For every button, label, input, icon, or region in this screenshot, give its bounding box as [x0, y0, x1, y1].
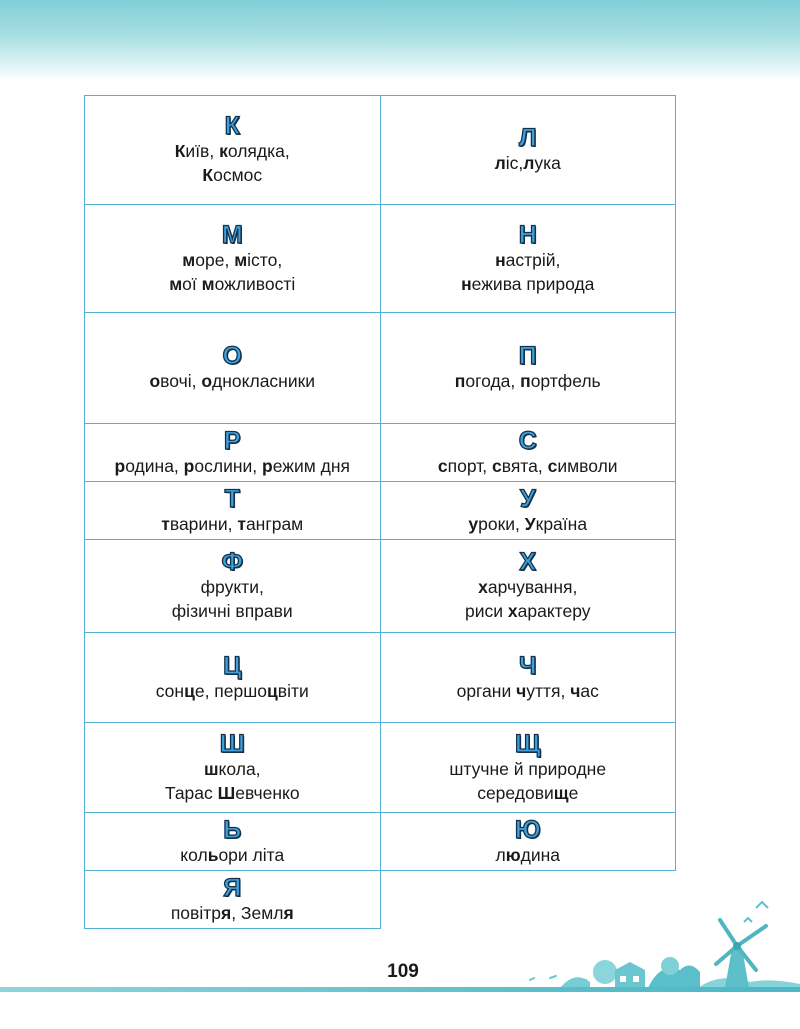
letter-cell: [85, 96, 381, 205]
highlighted-letter: л: [523, 153, 535, 173]
letter-cell: [85, 424, 381, 482]
alphabet-table: [84, 95, 676, 929]
highlighted-letter: п: [454, 371, 466, 391]
word-text: е, першо: [194, 680, 268, 701]
example-words-line: [89, 369, 376, 393]
example-words-line: [385, 512, 672, 536]
highlighted-letter: н: [495, 249, 506, 270]
word-text: уття,: [526, 680, 571, 701]
highlighted-letter: ш: [203, 758, 219, 779]
word-text: кола,: [218, 758, 261, 779]
highlighted-letter: р: [114, 455, 126, 476]
word-text: днокласники: [212, 371, 316, 391]
example-words-line: [385, 575, 672, 599]
letter-cell: [85, 540, 381, 633]
highlighted-letter: ч: [570, 680, 581, 701]
word-text: арактеру: [517, 601, 591, 621]
highlighted-letter: р: [262, 455, 273, 476]
letter-cell: [380, 424, 676, 482]
highlighted-letter: с: [437, 455, 448, 476]
letter-heading: Т: [224, 484, 240, 513]
highlighted-letter: к: [219, 141, 228, 161]
example-words-line: [89, 843, 376, 867]
example-words-line: [89, 163, 376, 187]
letter-cell: [380, 723, 676, 813]
word-text: астрій,: [505, 249, 561, 270]
letter-cell: [380, 540, 676, 633]
highlighted-letter: У: [524, 513, 536, 534]
letter-heading: П: [518, 342, 537, 370]
word-text: фізичні вправи: [171, 601, 293, 621]
word-text: олядка,: [227, 141, 290, 161]
word-text: риси: [464, 601, 508, 621]
word-text: ожливості: [214, 273, 296, 294]
letter-cell: [380, 482, 676, 540]
word-text: роки,: [478, 513, 525, 534]
word-text: ортфель: [530, 371, 601, 391]
example-words-line: [89, 512, 376, 536]
highlighted-letter: л: [494, 153, 506, 173]
example-words-line: [385, 781, 672, 805]
highlighted-letter: ц: [184, 680, 195, 701]
highlighted-letter: о: [149, 371, 161, 391]
highlighted-letter: м: [234, 249, 248, 270]
letter-heading: К: [224, 112, 240, 140]
word-text: органи: [456, 680, 517, 701]
letter-cell: [380, 205, 676, 313]
example-words-line: [385, 248, 672, 272]
word-text: , Земл: [231, 902, 284, 923]
highlighted-letter: х: [507, 601, 518, 621]
word-text: порт,: [447, 455, 492, 476]
highlighted-letter: п: [520, 371, 531, 391]
example-words-line: [385, 599, 672, 623]
word-text: Тарас: [164, 782, 218, 803]
example-words-line: [89, 599, 376, 623]
highlighted-letter: м: [201, 273, 215, 294]
letter-heading: Ц: [223, 651, 242, 680]
word-text: варини,: [169, 513, 238, 534]
letter-cell: [380, 96, 676, 205]
word-text: середови: [477, 782, 554, 803]
word-text: країна: [535, 513, 588, 534]
letter-cell: [85, 633, 381, 723]
footer-rule: [0, 987, 800, 992]
word-text: фрукти,: [200, 577, 264, 597]
word-text: одина,: [125, 455, 184, 476]
letter-cell: [85, 313, 381, 424]
letter-heading: Л: [518, 124, 537, 152]
letter-cell: [380, 633, 676, 723]
word-text: іс,: [505, 153, 524, 173]
letter-cell: [380, 813, 676, 871]
letter-cell: [85, 813, 381, 871]
word-text: осмос: [213, 165, 263, 185]
example-words-line: [89, 454, 376, 478]
highlighted-letter: т: [161, 513, 170, 534]
example-words-line: [89, 139, 376, 163]
word-text: ежива природа: [471, 273, 595, 294]
example-words-line: [89, 757, 376, 781]
example-words-line: [385, 151, 672, 175]
highlighted-letter: ч: [516, 680, 527, 701]
letter-heading: М: [221, 220, 243, 249]
letter-cell: [85, 871, 381, 929]
word-text: иїв,: [185, 141, 220, 161]
letter-cell: [85, 205, 381, 313]
letter-heading: У: [519, 484, 536, 513]
highlighted-letter: м: [169, 273, 183, 294]
letter-cell: [85, 482, 381, 540]
example-words-line: [385, 679, 672, 703]
highlighted-letter: ц: [267, 680, 278, 701]
example-words-line: [89, 272, 376, 296]
highlighted-letter: я: [283, 902, 294, 923]
letter-cell: [85, 723, 381, 813]
highlighted-letter: щ: [553, 782, 569, 803]
word-text: кол: [180, 844, 208, 865]
word-text: істо,: [247, 249, 283, 270]
letter-heading: Я: [223, 873, 242, 902]
letter-heading: Р: [223, 426, 241, 455]
word-text: огода,: [465, 371, 521, 391]
word-text: евченко: [235, 782, 300, 803]
word-text: е: [568, 782, 579, 803]
word-text: имволи: [557, 455, 618, 476]
example-words-line: [385, 757, 672, 781]
example-words-line: [385, 843, 672, 867]
highlighted-letter: с: [547, 455, 558, 476]
word-text: ори літа: [218, 844, 285, 865]
letter-heading: С: [518, 426, 537, 455]
example-words-line: [385, 369, 672, 393]
highlighted-letter: с: [492, 455, 502, 476]
word-text: ежим дня: [272, 455, 350, 476]
highlighted-letter: р: [183, 455, 195, 476]
word-text: ої: [182, 273, 202, 294]
highlighted-letter: н: [461, 273, 472, 294]
letter-heading: Ф: [221, 548, 243, 576]
highlighted-letter: ь: [207, 844, 219, 865]
word-text: ослини,: [194, 455, 263, 476]
highlighted-letter: К: [202, 165, 214, 185]
example-words-line: [89, 781, 376, 805]
word-text: віти: [277, 680, 309, 701]
word-text: вята,: [501, 455, 548, 476]
example-words-line: [385, 272, 672, 296]
letter-heading: Х: [519, 548, 537, 576]
letter-heading: Ю: [514, 815, 541, 844]
highlighted-letter: К: [174, 141, 186, 161]
highlighted-letter: я: [220, 902, 232, 923]
word-text: ука: [534, 153, 561, 173]
windmill-landscape-icon: [520, 900, 800, 992]
word-text: вочі,: [160, 371, 202, 391]
letter-heading: Ч: [518, 651, 537, 680]
example-words-line: [89, 248, 376, 272]
page-number: 109: [387, 961, 419, 982]
letter-cell: [380, 313, 676, 424]
highlighted-letter: Ш: [217, 782, 236, 803]
letter-heading: Ш: [219, 729, 245, 758]
example-words-line: [89, 679, 376, 703]
letter-heading: Щ: [515, 729, 541, 758]
letter-heading: О: [222, 342, 242, 370]
word-text: ас: [580, 680, 599, 701]
highlighted-letter: у: [468, 513, 479, 534]
word-text: штучне й природне: [449, 758, 607, 779]
word-text: арчування,: [487, 577, 578, 597]
highlighted-letter: х: [478, 577, 488, 597]
word-text: повітр: [170, 902, 221, 923]
letter-heading: Ь: [223, 815, 242, 844]
letter-heading: Н: [518, 220, 537, 249]
highlighted-letter: т: [237, 513, 246, 534]
header-band: [0, 0, 800, 80]
word-text: анграм: [245, 513, 304, 534]
example-words-line: [385, 454, 672, 478]
highlighted-letter: ю: [505, 844, 521, 865]
example-words-line: [89, 575, 376, 599]
highlighted-letter: о: [201, 371, 213, 391]
word-text: оре,: [195, 249, 235, 270]
word-text: л: [495, 844, 506, 865]
word-text: дина: [520, 844, 561, 865]
example-words-line: [89, 901, 376, 925]
word-text: сон: [155, 680, 185, 701]
highlighted-letter: м: [182, 249, 196, 270]
